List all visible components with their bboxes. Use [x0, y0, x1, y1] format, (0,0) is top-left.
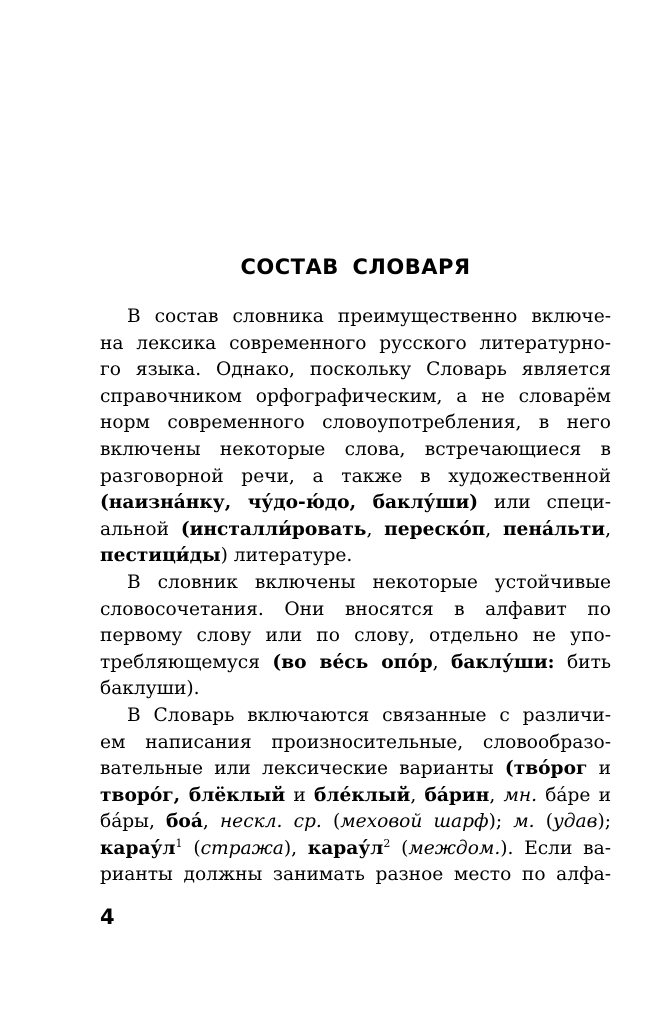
text-run: ); [597, 811, 611, 833]
text-run: норм современного словоупотребления, в него [100, 412, 611, 434]
text-run: В словник включены некоторые устойчивые [127, 571, 611, 593]
grammar-note: междом. [408, 837, 501, 859]
text-line [100, 597, 611, 624]
text-run: ба́ре и [537, 784, 612, 806]
text-run: словосочетания. Они вносятся в алфавит по [100, 598, 611, 620]
text-run: рианты должны занимать разное место по алфа- [100, 864, 611, 886]
text-run: , [489, 784, 504, 806]
text-line [100, 331, 611, 358]
text-run: , [605, 518, 611, 540]
grammar-note: стража [200, 837, 284, 859]
text-run: го языка. Однако, поскольку Словарь является [100, 359, 611, 381]
text-run: , [432, 651, 452, 673]
text-run: ), [283, 837, 308, 859]
text-run: баклуши). [100, 678, 200, 700]
text-run: вательные или лексические варианты [100, 758, 505, 780]
text-run: требляющемуся [100, 651, 273, 673]
text-line [100, 676, 611, 703]
headword: баклу́ши: [451, 651, 555, 673]
text-line [100, 517, 611, 544]
text-run: ( [534, 811, 553, 833]
text-run: и [587, 758, 611, 780]
text-line [100, 570, 611, 597]
text-line [100, 543, 611, 570]
text-run: ); [488, 811, 514, 833]
headword: переско́п [384, 518, 486, 540]
headword: пена́льти [502, 518, 606, 540]
text-run: ). Если ва- [500, 837, 611, 859]
text-line [100, 490, 611, 517]
headword: бле́клый [314, 784, 411, 806]
text-line [100, 836, 611, 863]
text-run: ( [321, 811, 341, 833]
text-run: альной [100, 518, 181, 540]
text-line [100, 410, 611, 437]
page-number: 4 [100, 905, 115, 929]
grammar-note: м. [513, 811, 535, 833]
text-run: ем написания произносительные, словообразо- [100, 731, 611, 753]
text-run: бить [554, 651, 611, 673]
headword: (во ве́сь опо́р [272, 651, 433, 673]
text-run: , [366, 518, 385, 540]
text-run: первому слову или по слову, отдельно не упо- [100, 625, 611, 647]
text-line [100, 623, 611, 650]
text-run: на лексика современного русского литературно- [100, 332, 611, 354]
grammar-note: нескл. ср. [219, 811, 322, 833]
text-run: ( [182, 837, 201, 859]
grammar-note: мн. [503, 784, 538, 806]
text-line [100, 304, 611, 331]
text-run: ) литературе. [220, 545, 353, 567]
headword: карау́л [307, 837, 384, 859]
headword: пестици́ды [100, 545, 221, 567]
grammar-note: удав [552, 811, 598, 833]
text-line [100, 862, 611, 889]
text-run: ба́ры, [100, 811, 167, 833]
headword: карау́л [100, 837, 176, 859]
text-line [100, 756, 611, 783]
body-text [100, 304, 611, 889]
headword: (тво́рог [504, 758, 588, 780]
text-run: В Словарь включаются связанные с различи- [127, 704, 611, 726]
text-line [100, 357, 611, 384]
text-line [100, 730, 611, 757]
text-line [100, 384, 611, 411]
text-run: разговорной речи, а также в художественной [100, 465, 611, 487]
text-run: , [202, 811, 220, 833]
text-run: , [410, 784, 425, 806]
headword: творо́г, блёклый [100, 784, 286, 806]
text-run: и [285, 784, 315, 806]
text-run: или специ- [478, 492, 611, 514]
headword: ба́рин [424, 784, 490, 806]
section-title: СОСТАВ СЛОВАРЯ [240, 255, 471, 279]
grammar-note: меховой шарф [340, 811, 489, 833]
text-run: ( [390, 837, 409, 859]
text-line [100, 703, 611, 730]
text-run: В состав словника преимущественно включе- [127, 306, 611, 327]
text-line [100, 464, 611, 491]
headword: (инсталли́ровать [180, 518, 367, 540]
text-run: справочником орфографическим, а не словарём [100, 385, 611, 407]
headword: (наизна́нку, чу́до-ю́до, баклу́ши) [100, 492, 479, 514]
text-run: включены некоторые слова, встречающиеся в [100, 438, 611, 460]
text-line [100, 783, 611, 810]
text-line [100, 809, 611, 836]
text-run: , [485, 518, 503, 540]
text-line [100, 437, 611, 464]
footnote-mark: 1 [175, 836, 183, 850]
footnote-mark: 2 [383, 836, 391, 850]
text-line [100, 650, 611, 677]
headword: боа́ [166, 811, 203, 833]
